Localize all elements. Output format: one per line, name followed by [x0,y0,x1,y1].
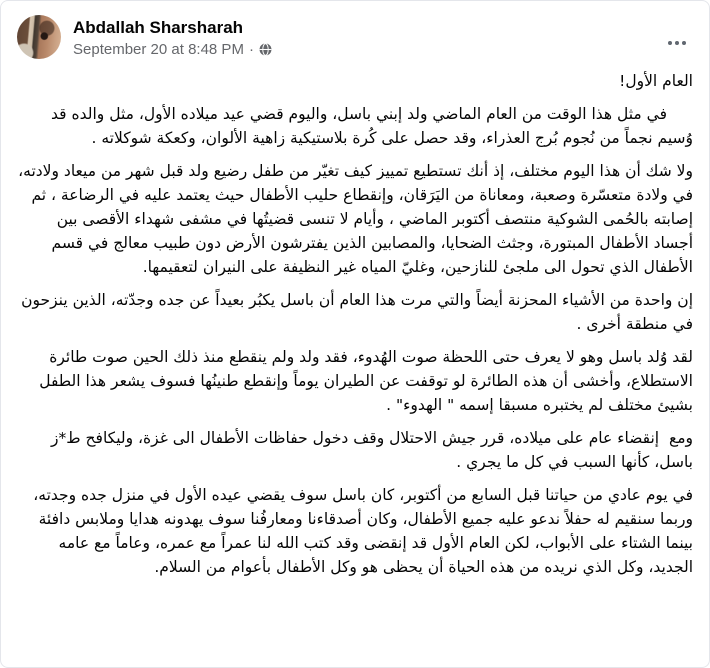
post-paragraph: لقد وُلد باسل وهو لا يعرف حتى اللحظة صوت الهُدوء، فقد ولد ولم ينقطع منذ ذلك الحين صوت طائرة الاستطلاع، وأخشى أن هذه الطائرة لو توقفت عن الطيران يوماً وإنقطع طنينُها فسوف يشعر هذا الطفل بشيئ مختلف لم يختبره مسبقا إسمه " الهدوء" . [34,348,693,415]
author-name[interactable]: Abdallah Sharsharah [73,18,244,37]
post-paragraph: ومع إنقضاء عام على ميلاده، قرر جيش الاحتلال وقف دخول حفاظات الأطفال الى غزة، وليكافح ط*ز باسل، كأنها السبب في كل ما يجري . [46,429,693,472]
post-content [1,65,709,593]
post-paragraph: ولا شك أن هذا اليوم مختلف، إذ أنك تستطيع تمييز كيف تغيّر من طفل رضيع ولد قبل شهر من ميعاد ولادته، في ولادة متعسّرة وصعبة، ومعاناة من اليَرَقان، وإنقطاع حليب الأطفال حيث يعتمد عليه في الرضاعة ، ثم إصابته بالحُمى الشوكية منتصف أكتوبر الماضي ، وأيام لا تنسى قضيتُها في مشفى شهداء الأقصى بين أجساد الأطفال المبتورة، وجثث الضحايا، والمصابين الذين يفترشون الأرض دون طبيب معالج في قسم الأطفال الذي تحول الى ملجئ للنازحين، وغليّ المياه غير النظيفة على النيران لتعقيمها. [13,162,693,277]
post-meta [73,42,272,57]
globe-public-icon [259,43,272,56]
post-title-line: العام الأول! [619,72,693,90]
post-paragraph: في مثل هذا الوقت من العام الماضي ولد إبني باسل، واليوم قضي عيد ميلاده الأول، مثل والده قد وُسيم نجماً من نُجوم بُرج العذراء، وقد حصل على كُرة بلاستيكية زاهية الألوان، وكعكة شوكلاته . [46,105,693,148]
avatar[interactable] [17,15,61,59]
post-header-text [73,15,272,57]
timestamp[interactable]: September 20 at 8:48 PM [73,41,244,59]
post-paragraph: إن واحدة من الأشياء المحزنة أيضاً والتي مرت هذا العام أن باسل يكبُر بعيداً عن جده وجدّته، الذين ينزحون في منطقة أخرى . [16,291,693,334]
ellipsis-icon [668,41,672,45]
post-paragraph: في يوم عادي من حياتنا قبل السابع من أكتوبر، كان باسل سوف يقضي عيده الأول في منزل جده وجدته، وربما سنقيم له حفلاً ندعو عليه جميع الأطفال، وكان أصدقاءنا ومعارفُنا سوف يهدونه هدايا وملابس دافئة بينما الشتاء على الأبواب، لكن العام الأول قد إنقضى وقد كتب الله لنا عمراً مع عمره، وعاماً مع عامه الجديد، وكل الذي نريده من هذه الحياة أن يحظى هو وكل الأطفال بأعوام من السلام. [28,486,693,577]
meta-separator: · [248,41,254,59]
more-options-button[interactable] [659,25,695,61]
post-header [1,1,709,65]
